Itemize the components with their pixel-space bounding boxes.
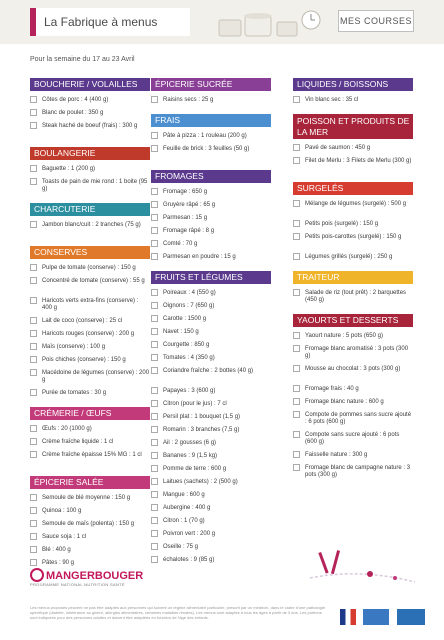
checkbox[interactable]: [293, 289, 300, 296]
checkbox[interactable]: [151, 452, 158, 459]
list-item[interactable]: [293, 384, 413, 397]
item-label: Gruyère râpé : 65 g: [163, 202, 216, 208]
category-header: ÉPICERIE SALÉE: [30, 476, 150, 489]
item-label: Jambon blanc/cuit : 2 tranches (75 g): [42, 222, 141, 228]
list-item[interactable]: [30, 329, 150, 342]
category-header: TRAITEUR: [293, 271, 413, 284]
item-label: Fromage : 650 g: [163, 189, 208, 195]
checkbox[interactable]: [151, 530, 158, 537]
checkbox[interactable]: [293, 332, 300, 339]
item-label: Courgette : 850 g: [163, 342, 210, 348]
disclaimer: Les menus proposés peuvent ne pas être adaptés aux personnes qui suivent un régime alimentaire particulier, prescrit par un médecin, dans le cadre d'une pathologie spécifique (diabète, intolérance au gluten, allergies alimentaires, certaines maladies rénales). Les menus sont adaptés à tous les âges à partir de 3 ans. Les portions sont indiquées pour des personnes adultes et doivent être adaptées en fonction de l'âge des enfants.: [30, 605, 325, 620]
checkbox[interactable]: [30, 369, 37, 376]
list-item[interactable]: [151, 327, 271, 340]
checkbox[interactable]: [293, 200, 300, 207]
checkbox[interactable]: [30, 221, 37, 228]
list-item[interactable]: [30, 263, 150, 276]
checkbox[interactable]: [30, 178, 37, 185]
checkbox[interactable]: [151, 504, 158, 511]
item-label: Semoule de blé moyenne : 150 g: [42, 495, 131, 501]
item-label: Salade de riz (tout prêt) : 2 barquettes (450 g): [305, 290, 407, 303]
list-item[interactable]: [151, 200, 271, 213]
list-item[interactable]: [151, 529, 271, 542]
checkbox[interactable]: [30, 330, 37, 337]
item-label: Poireaux : 4 (550 g): [163, 290, 216, 296]
list-item[interactable]: [151, 516, 271, 529]
column-1: [30, 78, 150, 577]
list-item[interactable]: [151, 399, 271, 412]
checkbox[interactable]: [30, 96, 37, 103]
checkbox[interactable]: [151, 465, 158, 472]
checkbox[interactable]: [151, 253, 158, 260]
list-item[interactable]: [151, 239, 271, 252]
item-label: échalotes : 9 (85 g): [163, 557, 215, 563]
item-label: Carotte : 1500 g: [163, 316, 207, 322]
checkbox[interactable]: [293, 144, 300, 151]
category-header: CHARCUTERIE: [30, 203, 150, 216]
category-header: FRAIS: [151, 114, 271, 127]
list-item[interactable]: [151, 503, 271, 516]
mangerbouger-logo: MANGERBOUGER PROGRAMME NATIONAL NUTRITION SANTÉ: [30, 570, 144, 587]
category-header: YAOURTS ET DESSERTS: [293, 314, 413, 327]
list-item[interactable]: [30, 493, 150, 506]
list-item[interactable]: [293, 364, 413, 384]
category-header: POISSON ET PRODUITS DE LA MER: [293, 114, 413, 139]
category-header: BOULANGERIE: [30, 147, 150, 160]
list-item[interactable]: [30, 276, 150, 296]
checkbox[interactable]: [151, 354, 158, 361]
checkbox[interactable]: [293, 411, 300, 418]
checkbox[interactable]: [30, 356, 37, 363]
item-label: Blanc de poulet : 350 g: [42, 110, 104, 116]
checkbox[interactable]: [151, 227, 158, 234]
list-item[interactable]: [151, 252, 271, 265]
category-header: ÉPICERIE SUCRÉE: [151, 78, 271, 91]
list-item[interactable]: [30, 220, 150, 240]
item-label: Navet : 150 g: [163, 329, 199, 335]
item-label: Poivron vert : 200 g: [163, 531, 216, 537]
item-label: Purée de tomates : 30 g: [42, 390, 107, 396]
column-3: [293, 78, 413, 489]
list-item[interactable]: [151, 314, 271, 327]
column-2: [151, 78, 271, 574]
checkbox[interactable]: [30, 122, 37, 129]
item-label: Yaourt nature : 5 pots (650 g): [305, 333, 383, 339]
item-label: Faisselle nature : 300 g: [305, 452, 368, 458]
item-label: Petits pois (surgelé) : 150 g: [305, 221, 379, 227]
item-label: Pâte à pizza : 1 rouleau (200 g): [163, 133, 247, 139]
list-item[interactable]: [151, 477, 271, 490]
checkbox[interactable]: [293, 96, 300, 103]
page-title: La Fabrique à menus: [30, 8, 190, 36]
list-item[interactable]: [30, 95, 150, 108]
list-item[interactable]: [293, 288, 413, 308]
item-label: Crème fraîche épaisse 15% MG : 1 cl: [42, 452, 142, 458]
checkbox[interactable]: [30, 389, 37, 396]
checkbox[interactable]: [30, 277, 37, 284]
checkbox[interactable]: [30, 507, 37, 514]
header: [0, 0, 444, 44]
checkbox[interactable]: [293, 345, 300, 352]
list-item[interactable]: [30, 388, 150, 401]
inpes-icon: [363, 609, 389, 625]
checkbox[interactable]: [30, 494, 37, 501]
list-item[interactable]: [293, 232, 413, 252]
list-item[interactable]: [30, 342, 150, 355]
list-item[interactable]: [151, 412, 271, 425]
list-item[interactable]: [30, 368, 150, 388]
checkbox[interactable]: [151, 387, 158, 394]
item-label: Œufs : 20 (1000 g): [42, 426, 92, 432]
cutlery-illustration: [300, 548, 420, 588]
checkbox[interactable]: [293, 220, 300, 227]
checkbox[interactable]: [151, 491, 158, 498]
list-item[interactable]: [151, 288, 271, 301]
checkbox[interactable]: [30, 264, 37, 271]
list-item[interactable]: [151, 386, 271, 399]
list-item[interactable]: [30, 450, 150, 470]
item-label: Bananes : 9 (1,5 kg): [163, 453, 218, 459]
list-item[interactable]: [293, 430, 413, 450]
list-item[interactable]: [151, 144, 271, 164]
checkbox[interactable]: [151, 426, 158, 433]
list-item[interactable]: [30, 121, 150, 141]
category-header: FROMAGES: [151, 170, 271, 183]
item-label: Blé : 400 g: [42, 547, 71, 553]
republique-francaise-icon: [340, 609, 356, 625]
item-label: Pois chiches (conserve) : 150 g: [42, 357, 126, 363]
item-label: Haricots verts extra-fins (conserve) : 400 g: [42, 298, 139, 311]
item-label: Citron : 1 (70 g): [163, 518, 205, 524]
item-label: Sauce soja : 1 cl: [42, 534, 87, 540]
checkbox[interactable]: [151, 413, 158, 420]
item-label: Pâtes : 90 g: [42, 560, 75, 566]
checkbox[interactable]: [151, 328, 158, 335]
item-label: Ail : 2 gousses (6 g): [163, 440, 217, 446]
week-label: Pour la semaine du 17 au 23 Avril: [30, 56, 135, 63]
item-label: Pavé de saumon : 450 g: [305, 145, 371, 151]
checkbox[interactable]: [30, 317, 37, 324]
item-label: Oseille : 75 g: [163, 544, 199, 550]
item-label: Fromage blanc de campagne nature : 3 pots (300 g): [305, 465, 411, 478]
item-label: Pomme de terre : 600 g: [163, 466, 227, 472]
item-label: Concentré de tomate (conserve) : 55 g: [42, 278, 145, 284]
list-item[interactable]: [151, 131, 271, 144]
list-item[interactable]: [293, 450, 413, 463]
list-item[interactable]: [293, 397, 413, 410]
item-label: Romarin : 3 branches (7,5 g): [163, 427, 240, 433]
checkbox[interactable]: [30, 425, 37, 432]
category-header: CONSERVES: [30, 246, 150, 259]
checkbox[interactable]: [151, 240, 158, 247]
checkbox[interactable]: [151, 214, 158, 221]
item-label: Mélange de légumes (surgelé) : 500 g: [305, 201, 407, 207]
list-item[interactable]: [151, 213, 271, 226]
item-label: Persil plat : 1 bouquet (1,5 g): [163, 414, 241, 420]
list-item[interactable]: [151, 425, 271, 438]
item-label: Fromage frais : 40 g: [305, 386, 359, 392]
checkbox[interactable]: [151, 188, 158, 195]
list-item[interactable]: [151, 95, 271, 108]
list-item[interactable]: [30, 506, 150, 519]
item-label: Baguette : 1 (200 g): [42, 166, 96, 172]
list-item[interactable]: [151, 366, 271, 386]
item-label: Fromage blanc nature : 600 g: [305, 399, 384, 405]
logo-arc-icon: [30, 568, 44, 582]
list-item[interactable]: [30, 355, 150, 368]
item-label: Maïs (conserve) : 100 g: [42, 344, 106, 350]
item-label: Coriandre fraîche : 2 bottes (40 g): [163, 368, 254, 374]
checkbox[interactable]: [293, 464, 300, 471]
list-item[interactable]: [293, 199, 413, 219]
checkbox[interactable]: [293, 253, 300, 260]
list-item[interactable]: [30, 316, 150, 329]
checkbox[interactable]: [151, 96, 158, 103]
checkbox[interactable]: [293, 157, 300, 164]
checkbox[interactable]: [293, 451, 300, 458]
list-item[interactable]: [30, 177, 150, 197]
checkbox[interactable]: [30, 165, 37, 172]
list-item[interactable]: [293, 219, 413, 232]
checkbox[interactable]: [30, 343, 37, 350]
item-label: Mousse au chocolat : 3 pots (300 g): [305, 366, 401, 372]
checkbox[interactable]: [151, 315, 158, 322]
item-label: Filet de Merlu : 3 Filets de Merlu (300 g): [305, 158, 412, 164]
item-label: Pulpe de tomate (conserve) : 150 g: [42, 265, 136, 271]
checkbox[interactable]: [151, 367, 158, 374]
checkbox[interactable]: [30, 546, 37, 553]
checkbox[interactable]: [151, 517, 158, 524]
list-item[interactable]: [151, 490, 271, 503]
checkbox[interactable]: [151, 439, 158, 446]
checkbox[interactable]: [151, 145, 158, 152]
list-item[interactable]: [293, 143, 413, 156]
checkbox[interactable]: [293, 365, 300, 372]
checkbox[interactable]: [293, 233, 300, 240]
list-item[interactable]: [30, 296, 150, 316]
category-header: FRUITS ET LÉGUMES: [151, 271, 271, 284]
list-item[interactable]: [30, 519, 150, 532]
kitchen-utensils-illustration: [215, 6, 325, 38]
item-label: Lait de coco (conserve) : 25 cl: [42, 318, 123, 324]
category-header: CRÉMERIE / ŒUFS: [30, 407, 150, 420]
item-label: Fromage râpé : 8 g: [163, 228, 215, 234]
list-item[interactable]: [151, 301, 271, 314]
item-label: Parmesan en poudre : 15 g: [163, 254, 236, 260]
item-label: Haricots rouges (conserve) : 200 g: [42, 331, 135, 337]
item-label: Mangue : 600 g: [163, 492, 205, 498]
item-label: Tomates : 4 (350 g): [163, 355, 215, 361]
item-label: Légumes grillés (surgelé) : 250 g: [305, 254, 393, 260]
list-item[interactable]: [151, 542, 271, 555]
checkbox[interactable]: [151, 556, 158, 563]
checkbox[interactable]: [151, 341, 158, 348]
checkbox[interactable]: [151, 289, 158, 296]
item-label: Crème fraîche liquide : 1 cl: [42, 439, 114, 445]
item-label: Oignons : 7 (650 g): [163, 303, 215, 309]
checkbox[interactable]: [30, 451, 37, 458]
checkbox[interactable]: [30, 533, 37, 540]
mangerbouger-badge-icon: [397, 609, 425, 625]
checkbox[interactable]: [30, 559, 37, 566]
item-label: Compote sans sucre ajouté : 6 pots (600 g): [305, 432, 400, 445]
checkbox[interactable]: [293, 431, 300, 438]
item-label: Citron (pour le jus) : 7 cl: [163, 401, 227, 407]
list-item[interactable]: [151, 555, 271, 568]
category-header: LIQUIDES / BOISSONS: [293, 78, 413, 91]
item-label: Semoule de maïs (polenta) : 150 g: [42, 521, 135, 527]
list-item[interactable]: [30, 532, 150, 545]
checkbox[interactable]: [151, 302, 158, 309]
item-label: Compote de pommes sans sucre ajouté : 6 pots (600 g): [305, 412, 412, 425]
list-item[interactable]: [30, 164, 150, 177]
item-label: Comté : 70 g: [163, 241, 198, 247]
list-item[interactable]: [30, 437, 150, 450]
checkbox[interactable]: [293, 398, 300, 405]
list-item[interactable]: [293, 156, 413, 176]
item-label: Raisins secs : 25 g: [163, 97, 214, 103]
list-item[interactable]: [151, 340, 271, 353]
checkbox[interactable]: [151, 478, 158, 485]
list-item[interactable]: [151, 187, 271, 200]
checkbox[interactable]: [151, 400, 158, 407]
item-label: Toasts de pain de mie rond : 1 boite (95 g): [42, 179, 148, 192]
item-label: Parmesan : 15 g: [163, 215, 208, 221]
checkbox[interactable]: [151, 543, 158, 550]
list-item[interactable]: [151, 226, 271, 239]
category-header: SURGELÉS: [293, 182, 413, 195]
list-item[interactable]: [293, 252, 413, 265]
list-item[interactable]: [293, 463, 413, 483]
list-item[interactable]: [30, 108, 150, 121]
item-label: Steak haché de boeuf (frais) : 300 g: [42, 123, 138, 129]
checkbox[interactable]: [30, 297, 37, 304]
item-label: Laitues (sachets) : 2 (500 g): [163, 479, 238, 485]
list-item[interactable]: [30, 424, 150, 437]
mes-courses-label: MES COURSES: [338, 10, 414, 32]
list-item[interactable]: [151, 464, 271, 477]
checkbox[interactable]: [151, 132, 158, 139]
checkbox[interactable]: [293, 385, 300, 392]
item-label: Fromage blanc aromatisé : 3 pots (300 g): [305, 346, 409, 359]
item-label: Feuille de brick : 3 feuilles (50 g): [163, 146, 250, 152]
partner-logos: [340, 608, 430, 628]
item-label: Petits pois-carottes (surgelé) : 150 g: [305, 234, 402, 240]
list-item[interactable]: [293, 95, 413, 108]
item-label: Aubergine : 400 g: [163, 505, 211, 511]
category-header: BOUCHERIE / VOLAILLES: [30, 78, 150, 91]
item-label: Côtes de porc : 4 (400 g): [42, 97, 109, 103]
list-item[interactable]: [293, 410, 413, 430]
list-item[interactable]: [30, 545, 150, 558]
list-item[interactable]: [151, 353, 271, 366]
list-item[interactable]: [151, 438, 271, 451]
item-label: Papayes : 3 (600 g): [163, 388, 216, 394]
item-label: Quinoa : 100 g: [42, 508, 82, 514]
item-label: Vin blanc sec : 35 cl: [305, 97, 359, 103]
list-item[interactable]: [293, 331, 413, 344]
checkbox[interactable]: [30, 109, 37, 116]
checkbox[interactable]: [151, 201, 158, 208]
checkbox[interactable]: [30, 438, 37, 445]
checkbox[interactable]: [30, 520, 37, 527]
list-item[interactable]: [151, 451, 271, 464]
item-label: Macédoine de légumes (conserve) : 200 g: [42, 370, 150, 383]
list-item[interactable]: [293, 344, 413, 364]
